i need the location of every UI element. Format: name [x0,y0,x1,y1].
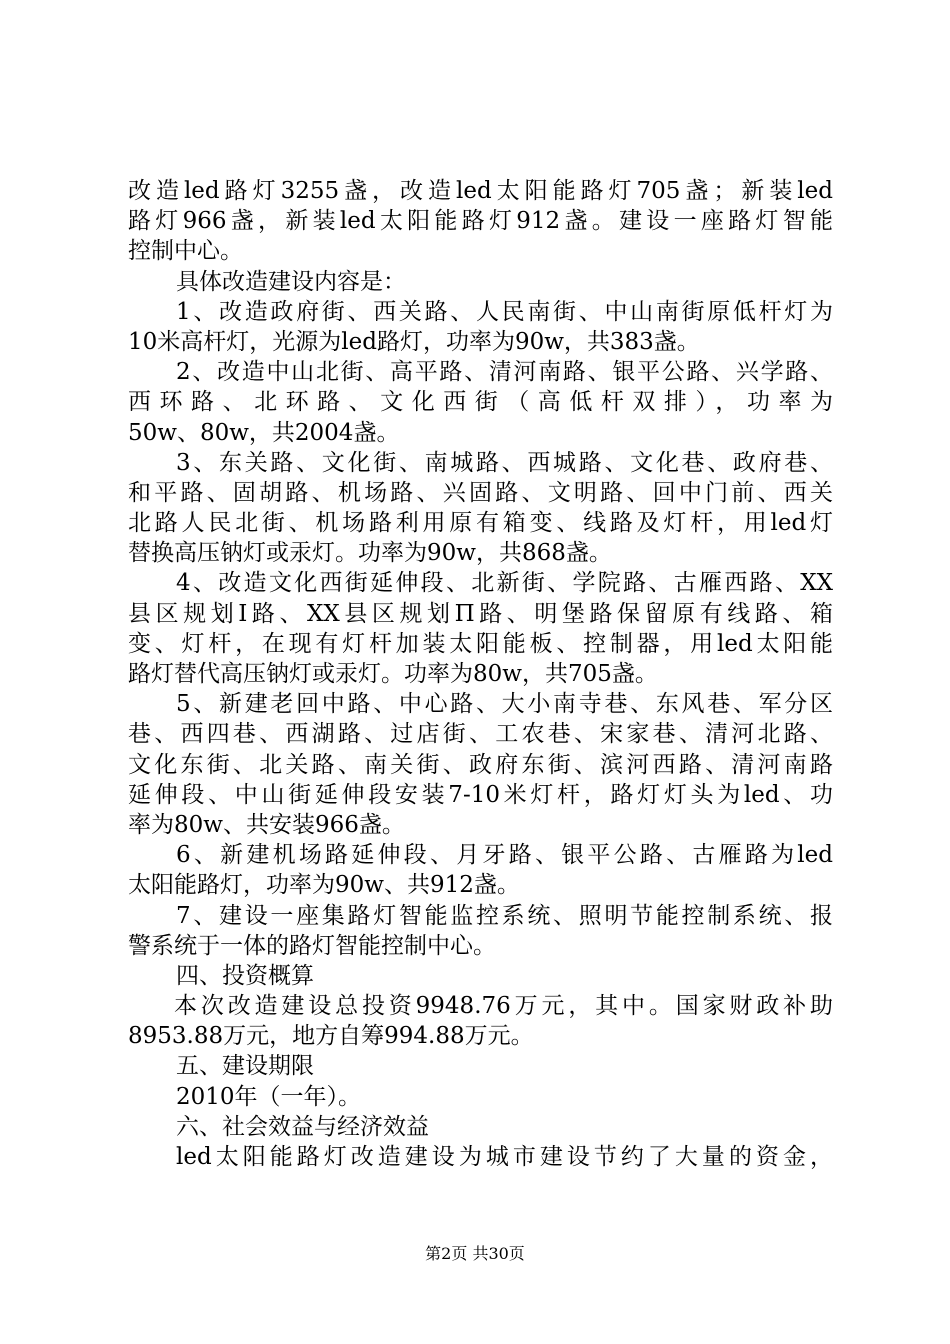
page-footer: 第2页 共30页 [425,1244,525,1263]
text-line: 10米高杆灯，光源为led路灯，功率为90w，共383盏。 [128,328,700,355]
text-line: 3、东关路、文化街、南城路、西城路、文化巷、政府巷、 [176,449,833,476]
text-line: 50w、80w，共2004盏。 [128,419,400,446]
text-line: 路灯966盏，新装led太阳能路灯912盏。建设一座路灯智能 [128,208,833,235]
text-line: 6、新建机场路延伸段、月牙路、银平公路、古雁路为led [176,842,833,869]
text-line: 本次改造建设总投资9948.76万元，其中。国家财政补助 [174,993,833,1020]
text-line: 2010年（一年）。 [176,1083,362,1110]
text-line: 替换高压钠灯或汞灯。功率为90w，共868盏。 [128,540,612,567]
text-line: 警系统于一体的路灯智能控制中心。 [128,932,496,959]
text-line: 延伸段、中山街延伸段安装7-10米灯杆，路灯灯头为led、功 [128,781,833,808]
section-heading: 六、社会效益与经济效益 [176,1113,429,1140]
text-line: 北路人民北街、机场路利用原有箱变、线路及灯杆，用led灯 [128,510,833,537]
text-line: 7、建设一座集路灯智能监控系统、照明节能控制系统、报 [176,902,833,929]
section-heading: 四、投资概算 [176,962,314,989]
section-heading: 五、建设期限 [176,1053,314,1080]
text-line: 巷、西四巷、西湖路、过店街、工农巷、宋家巷、清河北路、 [128,721,833,748]
text-line: 2、改造中山北街、高平路、清河南路、银平公路、兴学路、 [176,359,833,386]
text-line: 控制中心。 [128,238,243,265]
text-line: 县区规划Ⅰ路、XX县区规划Π路、明堡路保留原有线路、箱 [128,600,833,627]
text-line: 路灯替代高压钠灯或汞灯。功率为80w，共705盏。 [128,661,658,687]
text-line: 率为80w、共安装966盏。 [128,811,405,838]
text-line: 具体改造建设内容是： [176,268,406,295]
text-line: 和平路、固胡路、机场路、兴固路、文明路、回中门前、西关 [128,479,833,506]
text-line: 改造led路灯3255盏，改造led太阳能路灯705盏；新装led [128,178,833,204]
text-line: 1、改造政府街、西关路、人民南街、中山南街原低杆灯为 [176,298,833,325]
text-line: 8953.88万元，地方自筹994.88万元。 [128,1023,534,1050]
text-line: 文化东街、北关路、南关街、政府东街、滨河西路、清河南路 [128,751,833,778]
document-body [128,176,833,1172]
text-line: 太阳能路灯，功率为90w、共912盏。 [128,872,520,899]
text-line: 4、改造文化西街延伸段、北新街、学院路、古雁西路、XX [176,570,833,597]
text-line: 变、灯杆，在现有灯杆加装太阳能板、控制器，用led太阳能 [128,630,833,657]
text-line: led太阳能路灯改造建设为城市建设节约了大量的资金， [176,1144,833,1170]
text-line: 西环路、北环路、文化西街（高低杆双排），功率为 [128,389,833,416]
text-line: 5、新建老回中路、中心路、大小南寺巷、东风巷、军分区 [176,691,833,718]
